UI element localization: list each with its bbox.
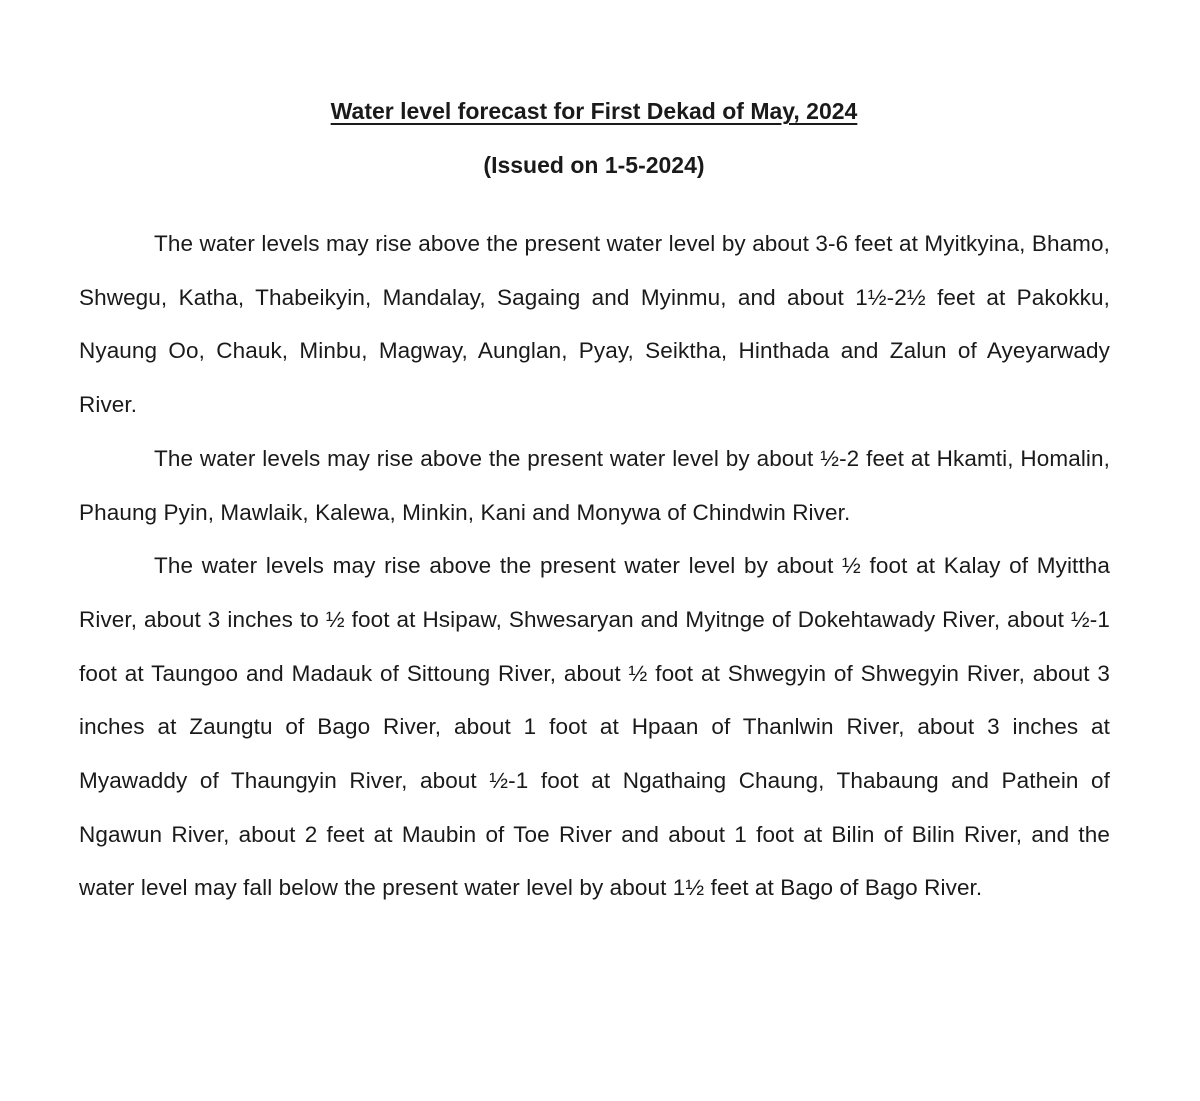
issued-date: (Issued on 1-5-2024)	[483, 152, 705, 178]
paragraph-other-rivers: The water levels may rise above the present water level by about ½ foot at Kalay of Myittha River, about 3 inches to ½ foot at Hsipaw, Shwesaryan and Myitnge of Dokehtawady River, about ½-1 foot at Taungoo and Madauk of Sittoung River, about ½ foot at Shwegyin of Shwegyin River, about 3 inches at Zaungtu of Bago River, about 1 foot at Hpaan of Thanlwin River, about 3 inches at Myawaddy of Thaungyin River, about ½-1 foot at Ngathaing Chaung, Thabaung and Pathein of Ngawun River, about 2 feet at Maubin of Toe River and about 1 foot at Bilin of Bilin River, and the water level may fall below the present water level by about 1½ feet at Bago of Bago River.	[79, 553, 1110, 901]
paragraph-ayeyarwady: The water levels may rise above the present water level by about 3-6 feet at Myitkyina, Bhamo, Shwegu, Katha, Thabeikyin, Mandalay, Sagaing and Myinmu, and about 1½-2½ feet at Pakokku, Nyaung Oo, Chauk, Minbu, Magway, Aunglan, Pyay, Seiktha, Hinthada and Zalun of Ayeyarwady River.	[79, 231, 1110, 418]
paragraph-chindwin: The water levels may rise above the present water level by about ½-2 feet at Hkamti, Homalin, Phaung Pyin, Mawlaik, Kalewa, Minkin, Kani and Monywa of Chindwin River.	[79, 445, 1110, 525]
document-title-text: Water level forecast for First Dekad of May, 2024	[330, 98, 858, 124]
document-title	[0, 92, 1188, 130]
forecast-body	[79, 217, 1110, 915]
